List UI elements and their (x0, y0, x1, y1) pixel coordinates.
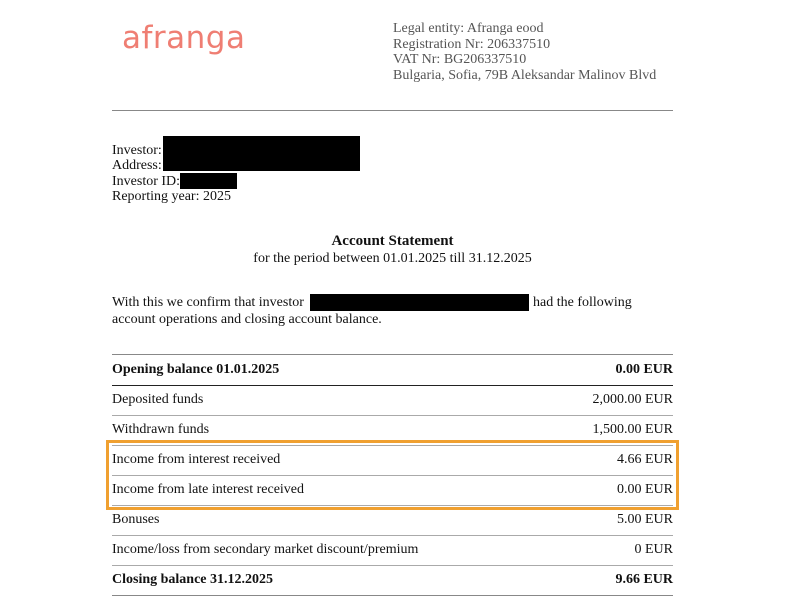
reporting-year: Reporting year: 2025 (112, 188, 231, 204)
entity-address: Bulgaria, Sofia, 79B Aleksandar Malinov Blvd (393, 67, 657, 83)
confirmation-prefix: With this we confirm that investor (112, 295, 304, 310)
row-label: Bonuses (112, 512, 160, 527)
table-row-secondary-market (112, 535, 673, 566)
legal-entity-name: Legal entity: Afranga eood (393, 21, 544, 36)
table-row-opening-balance (112, 355, 673, 386)
row-value: 0.00 EUR (617, 482, 673, 497)
row-label: Income from late interest received (112, 482, 305, 497)
registration-number: Registration Nr: 206337510 (393, 36, 551, 52)
redacted-investor-name-inline (310, 294, 529, 311)
redacted-investor-id (180, 173, 237, 189)
investor-label: Investor: (112, 143, 162, 158)
legal-entity-block (393, 21, 656, 83)
reporting-year-row (112, 189, 231, 204)
row-label: Income/loss from secondary market discount/premium (112, 542, 419, 557)
statement-title: Account Statement (331, 233, 454, 249)
table-row-deposited-funds (112, 385, 673, 416)
confirmation-line-2: account operations and closing account balance. (112, 311, 382, 327)
row-value: 0.00 EUR (615, 362, 673, 377)
row-label: Closing balance 31.12.2025 (112, 572, 274, 587)
row-value: 1,500.00 EUR (592, 422, 673, 437)
interest-highlight-box (106, 440, 679, 510)
afranga-logo: afranga (122, 20, 246, 56)
row-value: 5.00 EUR (617, 512, 673, 527)
row-label: Withdrawn funds (112, 422, 210, 437)
row-value: 9.66 EUR (615, 572, 673, 587)
row-label: Opening balance 01.01.2025 (112, 362, 280, 377)
address-label: Address: (112, 158, 162, 174)
row-label: Income from interest received (112, 452, 281, 467)
vat-number: VAT Nr: BG206337510 (393, 52, 527, 67)
row-value: 2,000.00 EUR (592, 392, 673, 407)
table-row-closing-balance (112, 565, 673, 596)
header-divider (112, 110, 673, 111)
row-value: 4.66 EUR (617, 452, 673, 467)
redacted-address (163, 153, 360, 171)
row-value: 0 EUR (634, 542, 673, 557)
statement-period: for the period between 01.01.2025 till 31.12.2025 (253, 251, 532, 266)
investor-id-label: Investor ID: (112, 173, 181, 189)
redacted-investor-name (163, 136, 360, 153)
row-label: Deposited funds (112, 392, 204, 407)
confirmation-suffix: had the following (533, 295, 632, 310)
